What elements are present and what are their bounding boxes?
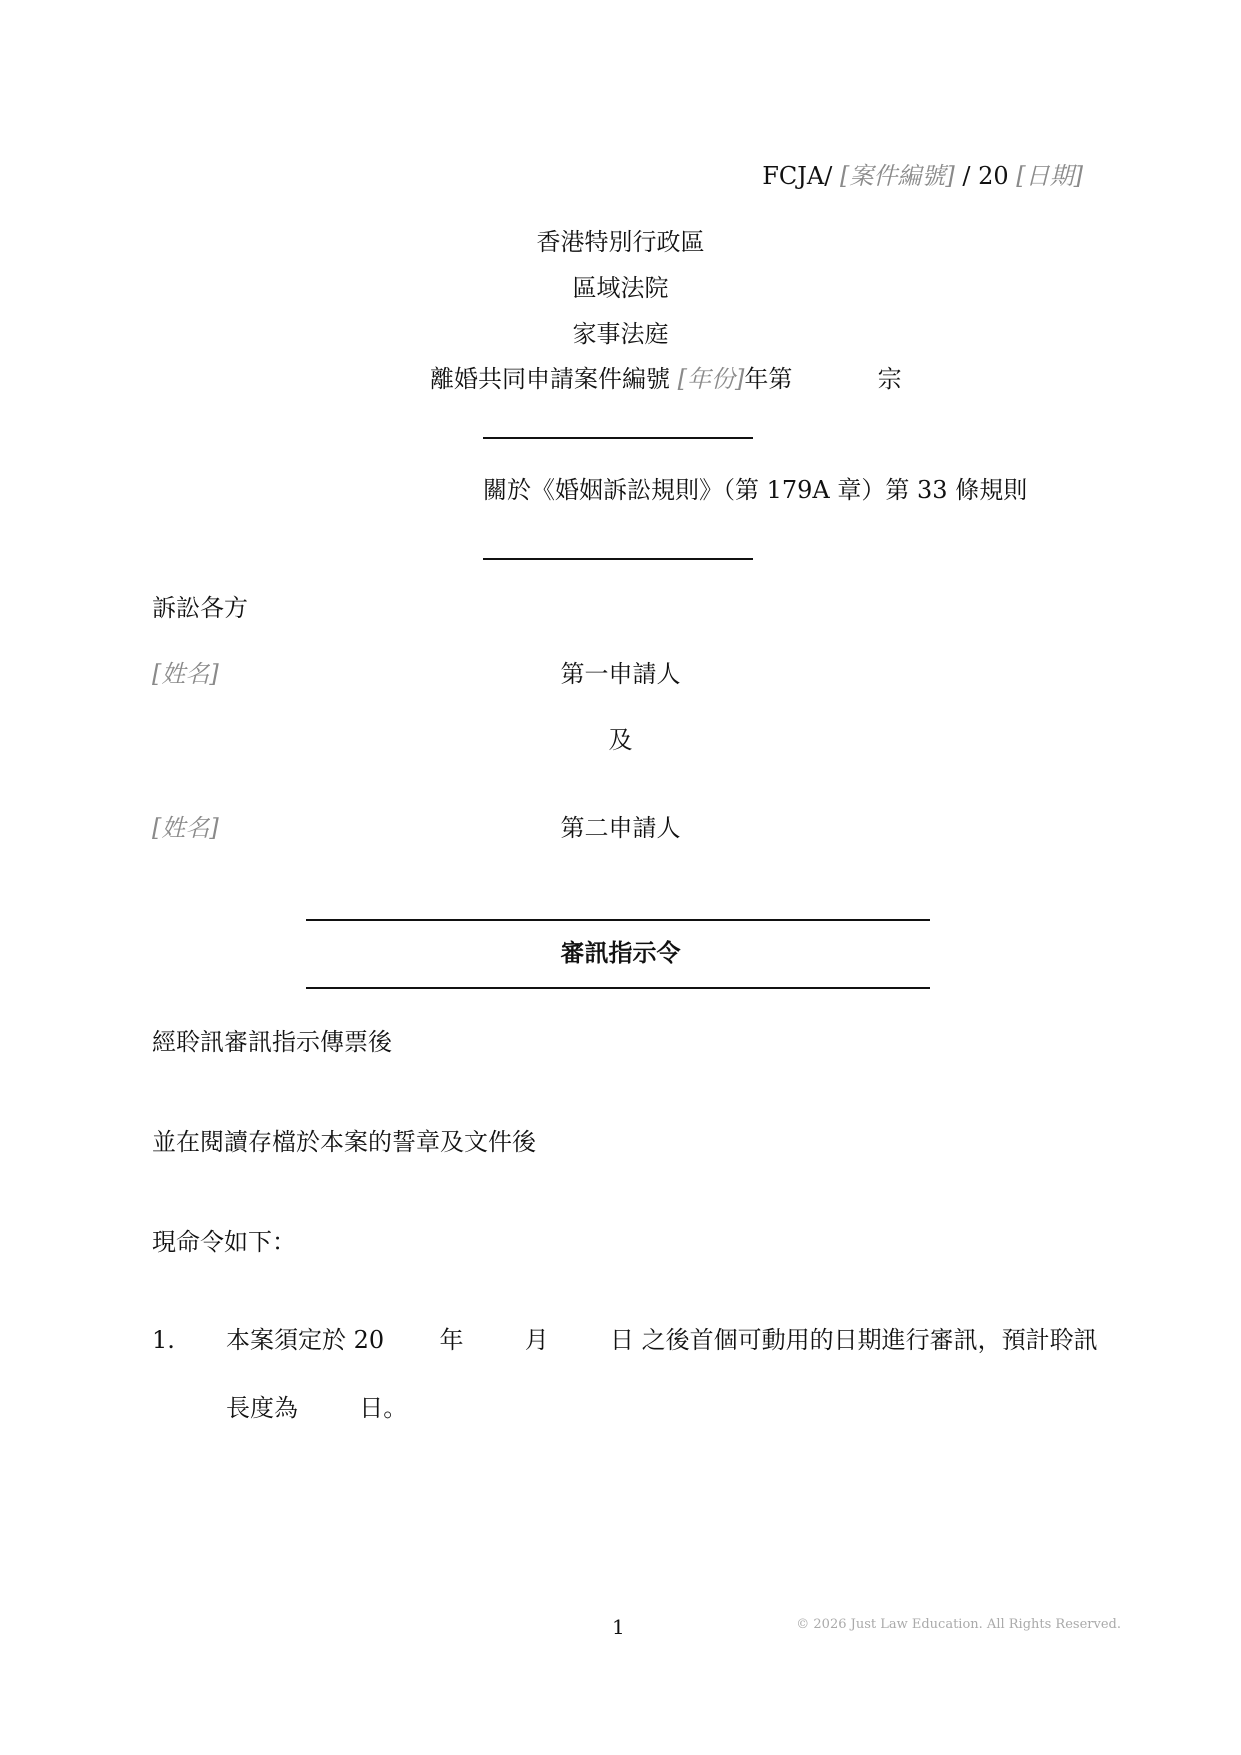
- second-applicant-label: 第二申請人: [560, 814, 681, 842]
- case-suffix: 宗: [877, 365, 902, 393]
- case-number-line: [430, 365, 902, 394]
- year-placeholder[interactable]: [年份]: [677, 365, 745, 393]
- date-placeholder[interactable]: [日期]: [1016, 162, 1083, 190]
- case-number-placeholder[interactable]: [案件編號]: [839, 162, 955, 190]
- case-reference: [762, 162, 1083, 191]
- case-ref-year-prefix: / 20: [962, 162, 1009, 190]
- recital-1: 經聆訊審訊指示傳票後: [152, 1028, 392, 1056]
- court-division: 家事法庭: [572, 320, 669, 348]
- first-applicant-label: 第一申請人: [560, 660, 681, 688]
- title-top-rule: [306, 919, 930, 921]
- clause-1-rest: 之後首個可動用的日期進行審訊，預計聆訊: [641, 1326, 1098, 1354]
- case-ref-prefix: FCJA/: [762, 162, 833, 190]
- court-name: 區域法院: [572, 274, 669, 302]
- top-divider: [483, 437, 753, 439]
- parties-heading: 訴訟各方: [152, 594, 248, 622]
- duration-label: 長度為: [226, 1394, 298, 1422]
- clause-1-intro: 本案須定於 20: [226, 1326, 385, 1354]
- order-preamble: 現命令如下：: [152, 1228, 296, 1256]
- day-unit: 日: [610, 1326, 635, 1354]
- year-unit: 年: [439, 1326, 464, 1354]
- duration-unit: 日。: [359, 1394, 408, 1422]
- court-region: 香港特別行政區: [536, 228, 705, 256]
- clause-1-line-2: [226, 1394, 407, 1423]
- year-suffix: 年第: [744, 365, 793, 393]
- page-number: 1: [612, 1615, 625, 1639]
- recital-2: 並在閱讀存檔於本案的誓章及文件後: [152, 1128, 536, 1156]
- case-type-label: 離婚共同申請案件編號: [430, 365, 670, 393]
- matter-line: 關於《婚姻訴訟規則》（第 179A 章）第 33 條規則: [483, 476, 1028, 504]
- document-title: 審訊指示令: [560, 938, 681, 967]
- matter-divider: [483, 558, 753, 560]
- and-connector: 及: [608, 726, 633, 754]
- copyright-notice: © 2026 Just Law Education. All Rights Reserved.: [796, 1617, 1121, 1632]
- second-applicant-name-placeholder[interactable]: [姓名]: [152, 814, 219, 842]
- clause-1-line-1: [226, 1326, 1098, 1355]
- title-bottom-rule: [306, 987, 930, 989]
- first-applicant-name-placeholder[interactable]: [姓名]: [152, 660, 219, 688]
- month-unit: 月: [524, 1326, 549, 1354]
- clause-1-number: 1.: [152, 1326, 175, 1354]
